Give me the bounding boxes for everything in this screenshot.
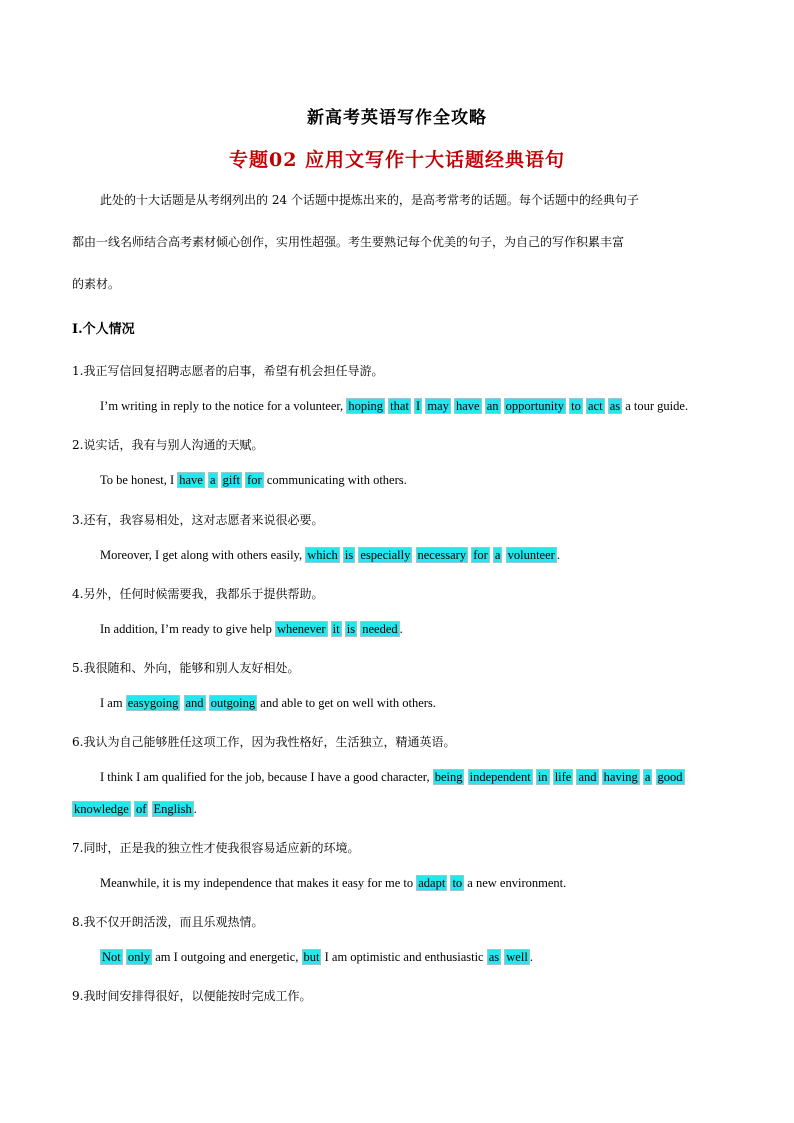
highlighted-phrase: easygoing bbox=[127, 696, 179, 710]
english-sentence bbox=[100, 950, 725, 965]
chinese-sentence: 9.我时间安排得很好，以便能按时完成工作。 bbox=[72, 989, 312, 1003]
highlighted-phrase: a bbox=[209, 473, 216, 487]
sentence-text: I am optimistic and enthusiastic bbox=[321, 950, 487, 964]
highlighted-phrase: is bbox=[344, 548, 354, 562]
highlighted-phrase: whenever bbox=[276, 622, 326, 636]
highlighted-phrase: necessary bbox=[417, 548, 467, 562]
highlighted-phrase: may bbox=[427, 399, 449, 413]
highlighted-phrase: have bbox=[179, 473, 203, 487]
chinese-sentence: 3.还有，我容易相处，这对志愿者来说很必要。 bbox=[72, 513, 324, 527]
highlighted-phrase: as bbox=[609, 399, 621, 413]
highlighted-phrase: that bbox=[390, 399, 409, 413]
sentence-text: To be honest, I bbox=[100, 473, 178, 487]
highlighted-phrase: gift bbox=[222, 473, 241, 487]
highlighted-phrase: for bbox=[473, 548, 488, 562]
highlighted-phrase: for bbox=[247, 473, 262, 487]
highlighted-phrase: is bbox=[346, 622, 356, 636]
intro-line: 都由一线名师结合高考素材倾心创作，实用性超强。考生要熟记每个优美的句子，为自己的写作积累丰富 bbox=[72, 235, 625, 249]
sentence-text: am I outgoing and energetic, bbox=[152, 950, 302, 964]
highlighted-phrase: and bbox=[185, 696, 204, 710]
intro-paragraph bbox=[72, 190, 722, 316]
highlighted-phrase: being bbox=[434, 770, 463, 784]
english-sentence bbox=[100, 548, 725, 563]
chinese-sentence: 7.同时，正是我的独立性才使我很容易适应新的环境。 bbox=[72, 841, 360, 855]
highlighted-phrase: especially bbox=[360, 548, 411, 562]
highlighted-phrase: life bbox=[554, 770, 572, 784]
intro-line: 的素材。 bbox=[72, 277, 121, 291]
highlighted-phrase: have bbox=[456, 399, 480, 413]
chinese-sentence: 6.我认为自己能够胜任这项工作，因为我性格好，生活独立，精通英语。 bbox=[72, 735, 456, 749]
sentence-text: . bbox=[529, 950, 533, 964]
highlighted-phrase: a bbox=[494, 548, 501, 562]
chinese-sentence: 4.另外，任何时候需要我，我都乐于提供帮助。 bbox=[72, 587, 324, 601]
highlighted-phrase: to bbox=[571, 399, 581, 413]
highlighted-phrase: act bbox=[588, 399, 603, 413]
english-sentence bbox=[100, 696, 725, 711]
highlighted-phrase: adapt bbox=[418, 876, 446, 890]
highlighted-phrase: Not bbox=[102, 950, 121, 964]
highlighted-phrase: an bbox=[486, 399, 499, 413]
sentence-text: I’m writing in reply to the notice for a volunteer, bbox=[100, 399, 347, 413]
sentence-text: . bbox=[193, 802, 197, 816]
english-sentence bbox=[100, 622, 725, 637]
english-sentence bbox=[100, 770, 725, 785]
highlighted-phrase: in bbox=[537, 770, 548, 784]
highlighted-phrase: needed bbox=[362, 622, 398, 636]
highlighted-phrase: good bbox=[657, 770, 683, 784]
highlighted-phrase: which bbox=[307, 548, 338, 562]
sentence-text: a new environment. bbox=[464, 876, 567, 890]
chinese-sentence: 1.我正写信回复招聘志愿者的启事，希望有机会担任导游。 bbox=[72, 364, 384, 378]
highlighted-phrase: it bbox=[332, 622, 340, 636]
highlighted-phrase: a bbox=[644, 770, 651, 784]
highlighted-phrase: having bbox=[603, 770, 638, 784]
chinese-sentence: 2.说实话，我有与别人沟通的天赋。 bbox=[72, 438, 264, 452]
document-subtitle: 专题02 应用文写作十大话题经典语句 bbox=[228, 149, 566, 171]
english-sentence bbox=[100, 876, 725, 891]
highlighted-phrase: I bbox=[416, 399, 421, 413]
sentence-text: I am bbox=[100, 696, 126, 710]
english-sentence bbox=[100, 399, 725, 414]
document-title: 新高考英语写作全攻略 bbox=[307, 108, 487, 128]
chinese-sentence: 8.我不仅开朗活泼，而且乐观热情。 bbox=[72, 915, 264, 929]
sentence-text: Meanwhile, it is my independence that makes it easy for me to bbox=[100, 876, 417, 890]
highlighted-phrase: as bbox=[488, 950, 500, 964]
sentence-text: and able to get on well with others. bbox=[257, 696, 436, 710]
highlighted-phrase: outgoing bbox=[210, 696, 256, 710]
chinese-sentence: 5.我很随和、外向，能够和别人友好相处。 bbox=[72, 661, 300, 675]
highlighted-phrase: independent bbox=[469, 770, 531, 784]
highlighted-phrase: English bbox=[153, 802, 192, 816]
highlighted-phrase: to bbox=[452, 876, 463, 890]
highlighted-phrase: of bbox=[135, 802, 147, 816]
highlighted-phrase: opportunity bbox=[505, 399, 565, 413]
english-sentence-continuation bbox=[72, 802, 697, 817]
sentence-text: In addition, I’m ready to give help bbox=[100, 622, 275, 636]
sentence-text: . bbox=[399, 622, 403, 636]
sentence-text: communicating with others. bbox=[263, 473, 407, 487]
intro-line: 此处的十大话题是从考纲列出的 24 个话题中提炼出来的，是高考常考的话题。每个话题中的经典句子 bbox=[100, 193, 639, 207]
english-sentence bbox=[100, 473, 725, 488]
highlighted-phrase: hoping bbox=[348, 399, 384, 413]
sentence-text: I think I am qualified for the job, because I have a good character, bbox=[100, 770, 433, 784]
sentence-text: . bbox=[556, 548, 560, 562]
highlighted-phrase: and bbox=[578, 770, 597, 784]
sentence-text: a tour guide. bbox=[622, 399, 689, 413]
highlighted-phrase: but bbox=[303, 950, 320, 964]
highlighted-phrase: only bbox=[127, 950, 151, 964]
highlighted-phrase: volunteer bbox=[507, 548, 555, 562]
highlighted-phrase: well bbox=[506, 950, 528, 964]
sentence-text: Moreover, I get along with others easily, bbox=[100, 548, 306, 562]
section-heading: I.个人情况 bbox=[72, 322, 135, 337]
highlighted-phrase: knowledge bbox=[74, 802, 129, 816]
